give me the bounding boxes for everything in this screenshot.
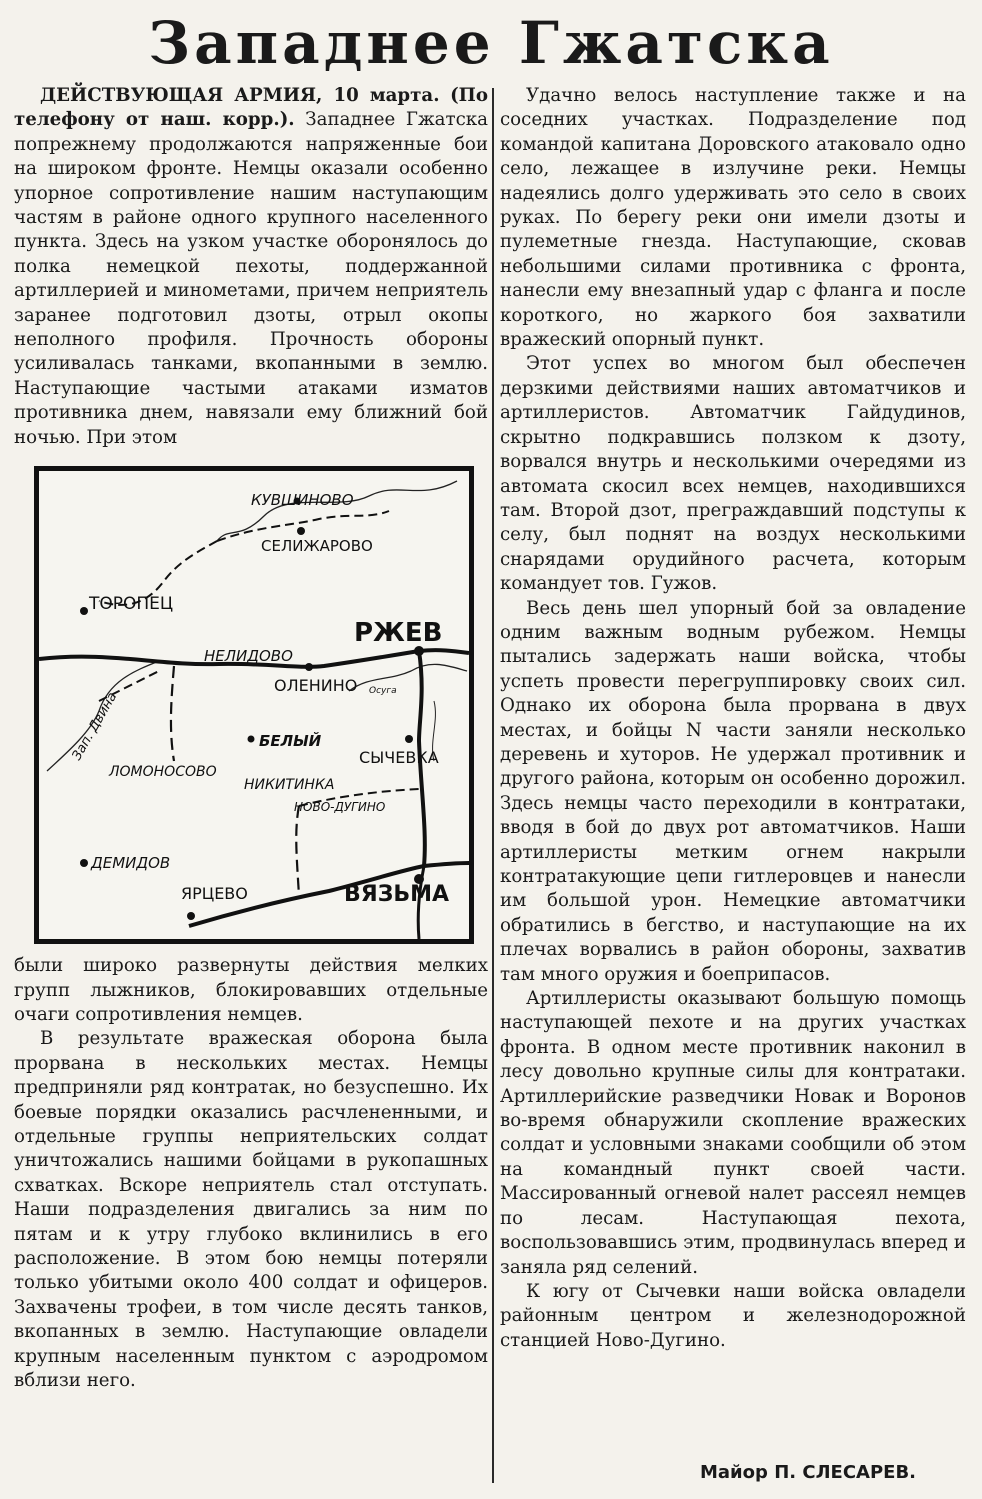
author-signature: Майор П. СЛЕСАРЕВ. [700, 1462, 916, 1483]
river-volga [217, 481, 457, 541]
right-column [500, 84, 966, 1353]
paragraph-sychevka: К югу от Сычевки наши войска овладели районным центром и железнодорожной станцией Ново-Дугино. [500, 1280, 966, 1351]
map-label-kuvshinovo: КУВШИНОВО [251, 491, 354, 510]
dateline: ДЕЙСТВУЮЩАЯ АРМИЯ, 10 марта. [40, 85, 440, 106]
river-osuga [349, 664, 467, 691]
map-label-nikitinka: НИКИТИНКА [244, 777, 335, 794]
map-label-yartsevo: ЯРЦЕВО [181, 884, 248, 904]
paragraph-intro-continued: были широко развернуты действия мелких групп лыжников, блокировавших отдельные очаги сопротивления немцев. [14, 955, 488, 1025]
map [14, 450, 488, 954]
paragraph-intro [14, 84, 488, 450]
source-note: (По телефону от наш. корр.). [14, 85, 488, 131]
paragraph-result: В результате вражеская оборона была прорвана в нескольких местах. Немцы предприняли ряд контратак, но безуспешно. Их боевые порядки оказались расчлененными, и отдельные группы неприятельских солдат уничтожались нашими бойцами в рукопашных схватках. Вскоре неприятель стал отступать. Наши подразделения двигались за ним по пятам и к утру глубоко вклинились в его расположение. В этом бою немцы потеряли только убитыми около 400 солдат и офицеров. Захвачены трофеи, в том числе десять танков, вкопанных в землю. Наступающие овладели крупным населенным пунктом с аэродромом вблизи него. [14, 1028, 488, 1391]
column-divider [492, 88, 494, 1483]
map-label-zapdvina: Зап. Двина [69, 689, 121, 764]
left-column [14, 84, 488, 1393]
map-frame [34, 466, 474, 944]
paragraph-automatchiks: Этот успех во многом был обеспечен дерзкими действиями наших автоматчиков и артиллеристов. Автоматчик Гайдудинов, скрытно подкравшись ползком к дзоту, ворвался внутрь и несколькими очередями из автомата скосил всех немцев, находившихся там. Второй дзот, преграждавший подступы к селу, был поднят на воздух несколькими снарядами орудийного расчета, которым командует тов. Гужов. [500, 353, 966, 595]
map-label-osuga: Осуга [369, 686, 397, 697]
paragraph-artillery: Артиллеристы оказывают большую помощь наступающей пехоте и на других участках фронта. В одном месте противник наконил в лесу довольно крупные силы для контратаки. Артиллерийские разведчики Новак и Воронов во-время обнаружили скопление вражеских солдат и условными знаками сообщили об этом на командный пункт своей части. Массированный огневой налет рассеял немцев по лесам. Наступающая пехота, воспользовавшись этим, продвинулась вперед и заняла ряд селений. [500, 988, 966, 1278]
map-label-rzhev: РЖЕВ [354, 618, 443, 649]
headline: Западнее Гжатска [148, 9, 834, 77]
map-label-belyi: БЕЛЫЙ [259, 732, 322, 751]
map-label-olenino: ОЛЕНИНО [274, 676, 358, 696]
map-drawing [39, 471, 469, 939]
map-label-toropets: ТОРОПЕЦ [89, 594, 174, 615]
paragraph-water-line: Весь день шел упорный бой за овладение одним важным водным рубежом. Немцы пытались задержать наши войска, чтобы успеть провести перегруппировку своих сил. Однако их оборона была прорвана в двух местах, и бойцы N части заняли несколько деревень и хуторов. Не удержал противник и другого района, которым он особенно дорожил. Здесь немцы часто переходили в контратаки, вводя в бой до двух рот автоматчиков. Наши артиллеристы метким огнем накрыли контратакующие цепи гитлеровцев и нанесли им большой урон. Немецкие автоматчики обратились в бегство, и наступающие на их плечах ворвались в район обороны, захватив там много оружия и боеприпасов. [500, 597, 966, 985]
map-label-sychevka: СЫЧЕВКА [359, 748, 439, 768]
paragraph-neighbor-sectors: Удачно велось наступление также и на соседних участках. Подразделение под командой капитана Доровского атаковало одно село, лежащее в излучине реки. Немцы надеялись долго удерживать это село в своих руках. По берегу реки они имели дзоты и пулеметные гнезда. Наступающие, сковав небольшими силами противника с фронта, нанесли ему внезапный удар с фланга и после короткого, но жаркого боя захватили вражеский опорный пункт. [500, 85, 966, 351]
map-label-lomonosovo: ЛОМОНОСОВО [109, 764, 217, 781]
map-label-selizharovo: СЕЛИЖАРОВО [261, 537, 373, 556]
map-label-nelidovo: НЕЛИДОВО [204, 647, 293, 666]
map-label-novodugino: НОВО-ДУГИНО [294, 800, 386, 815]
map-label-demidov: ДЕМИДОВ [91, 854, 171, 873]
paragraph-intro-text: Западнее Гжатска попрежнему продолжаются напряженные бои на широком фронте. Немцы оказали особенно упорное сопротивление нашим наступающим частям в районе одного крупного населенного пункта. Здесь на узком участке оборонялось до полка немецкой пехоты, поддержанной артиллерией и минометами, причем неприятель заранее подготовил дзоты, отрыл окопы неполного профиля. Прочность обороны усиливалась танками, вкопанными в землю. Наступающие частыми атаками изматов противника днем, навязали ему ближний бой ночью. При этом [14, 109, 488, 448]
map-label-vyazma: ВЯЗЬМА [344, 882, 450, 908]
